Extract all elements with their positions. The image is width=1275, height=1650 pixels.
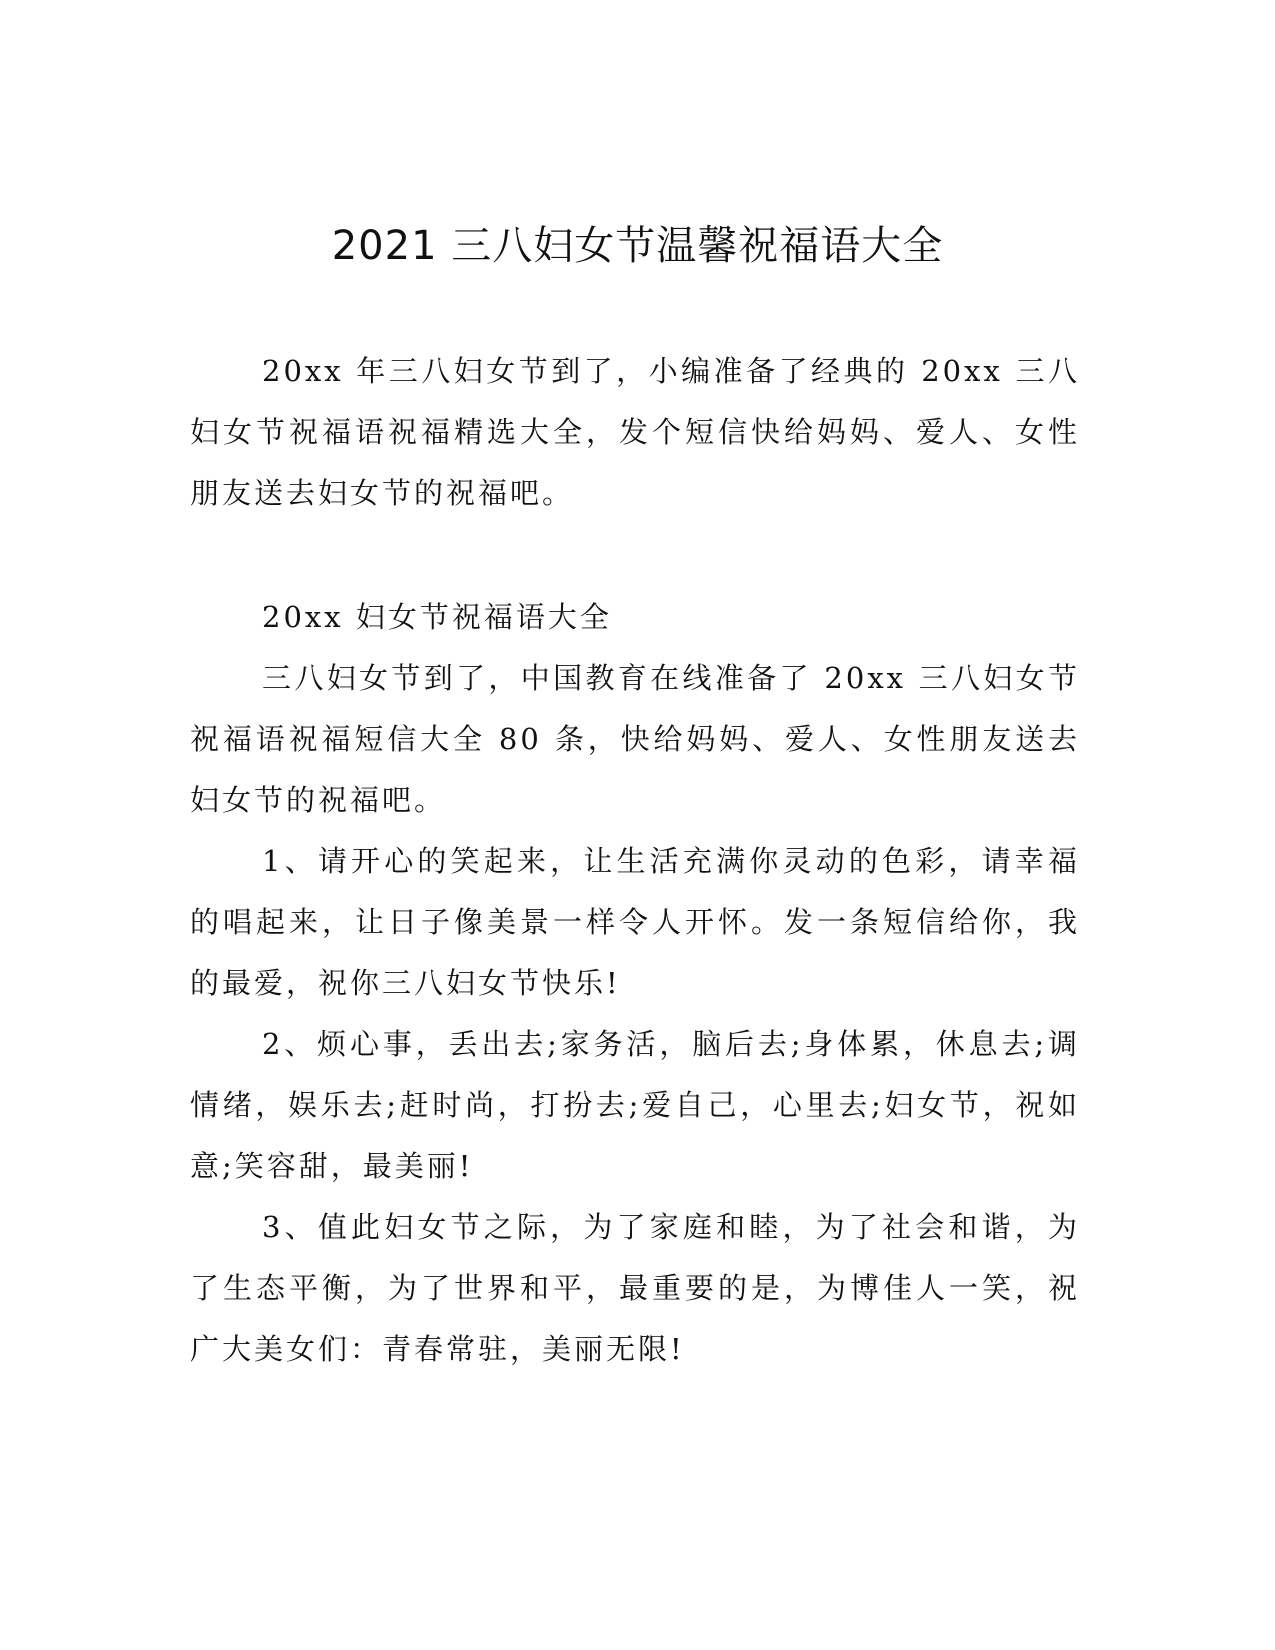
list-item: 2、烦心事，丢出去;家务活，脑后去;身体累，休息去;调情绪，娱乐去;赶时尚，打扮去;爱自己，心里去;妇女节，祝如意;笑容甜，最美丽!	[190, 1027, 1080, 1183]
document-body	[190, 341, 1080, 1380]
intro-paragraph: 20xx 年三八妇女节到了，小编准备了经典的 20xx 三八妇女节祝福语祝福精选大全，发个短信快给妈妈、爱人、女性朋友送去妇女节的祝福吧。	[190, 354, 1080, 510]
document-title: 2021 三八妇女节温馨祝福语大全	[331, 223, 944, 269]
section-intro-paragraph: 三八妇女节到了，中国教育在线准备了 20xx 三八妇女节祝福语祝福短信大全 80 条，快给妈妈、爱人、女性朋友送去妇女节的祝福吧。	[190, 661, 1080, 817]
list-item: 3、值此妇女节之际，为了家庭和睦，为了社会和谐，为了生态平衡，为了世界和平，最重要的是，为博佳人一笑，祝广大美女们：青春常驻，美丽无限!	[190, 1210, 1080, 1366]
section-heading: 20xx 妇女节祝福语大全	[262, 600, 612, 634]
paragraph-spacer	[190, 524, 1080, 587]
list-item: 1、请开心的笑起来，让生活充满你灵动的色彩，请幸福的唱起来，让日子像美景一样令人开怀。发一条短信给你，我的最爱，祝你三八妇女节快乐!	[190, 844, 1080, 1000]
